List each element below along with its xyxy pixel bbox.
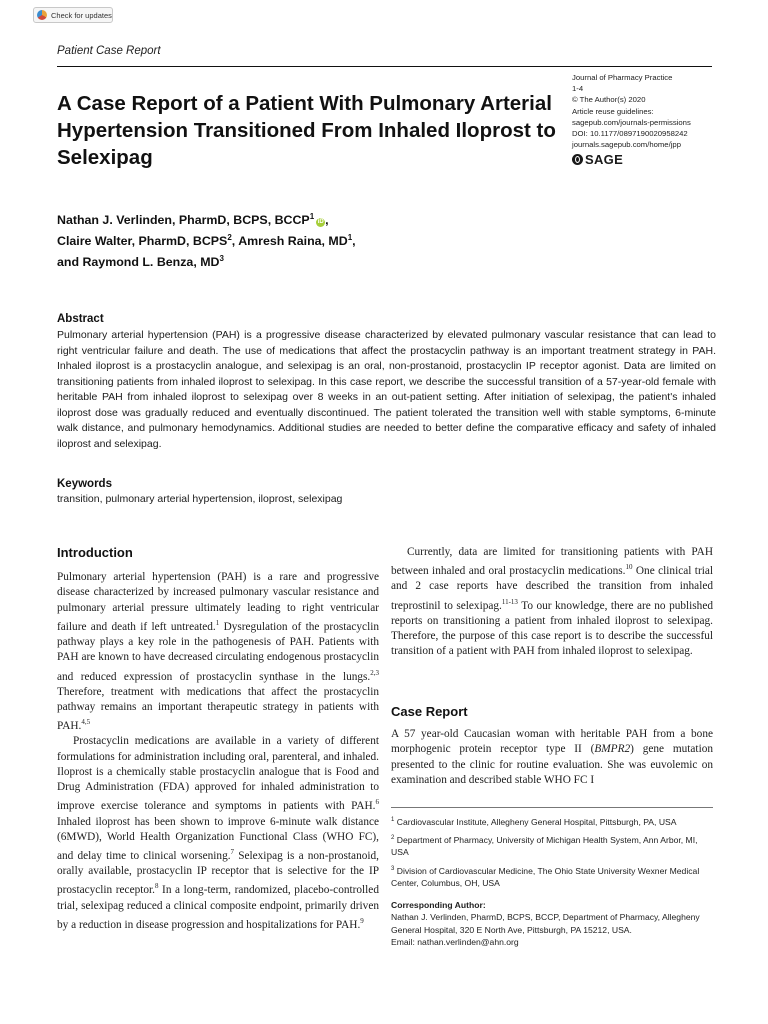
header-rule <box>57 66 712 67</box>
intro-paragraph-3: Currently, data are limited for transitioning patients with PAH between inhaled and oral prostacyclin medications.$^{10}$ One clinical trial and 2 case reports have described the transition from inhaled treprostinil to selexipag.$^{11-13}$ To our knowledge, there are no published reports on transitioning a patient from inhaled iloprost to selexipag. Therefore, the purpose of this case report is to describe the successful transition of a patient with PAH from inhaled iloprost to selexipag. <box>391 546 713 658</box>
permissions-link[interactable]: sagepub.com/journals-permissions <box>572 117 691 127</box>
gene-name: BMPR2 <box>594 743 631 756</box>
publisher-name: SAGE <box>585 152 624 167</box>
author-line-3 <box>57 250 557 271</box>
corresponding-author-text: Nathan J. Verlinden, PharmD, BCPS, BCCP, Department of Pharmacy, Allegheny General Hospital, 320 E North Ave, Pittsburgh, PA 15212, USA. <box>391 912 700 935</box>
keywords-text: transition, pulmonary arterial hypertension, iloprost, selexipag <box>57 493 343 505</box>
author-3: Amresh Raina, MD <box>238 234 348 249</box>
author-1-affil: 1 <box>309 212 315 221</box>
journal-home-link[interactable]: journals.sagepub.com/home/jpp <box>572 140 681 150</box>
author-2: Claire Walter, PharmD, BCPS <box>57 234 228 249</box>
corresponding-author-email[interactable]: Email: nathan.verlinden@ahn.org <box>391 936 519 947</box>
affiliation-2: $^2$ Department of Pharmacy, University of Michigan Health System, Ann Arbor, MI, USA <box>391 835 698 858</box>
author-2-affil: 2 <box>227 233 232 243</box>
corresponding-author-heading: Corresponding Author: <box>391 900 486 911</box>
reuse-label: Article reuse guidelines: <box>572 106 654 116</box>
journal-name: Journal of Pharmacy Practice <box>572 73 673 82</box>
left-column <box>57 545 379 933</box>
author-list <box>57 208 557 271</box>
sage-logo-icon <box>572 154 583 165</box>
copyright: © The Author(s) 2020 <box>572 95 646 105</box>
orcid-icon[interactable]: iD <box>317 219 324 226</box>
check-for-updates-badge[interactable] <box>33 7 113 23</box>
right-column <box>391 545 713 660</box>
abstract-heading: Abstract <box>57 313 104 325</box>
page-range: 1-4 <box>572 84 584 94</box>
author-line-1: Nathan J. Verlinden, PharmD, BCPS, BCCP$^1$iD , <box>57 212 329 228</box>
footnotes <box>391 814 713 948</box>
badge-label: Check for updates <box>51 10 112 20</box>
author-3-affil: 1 <box>347 233 353 243</box>
intro-paragraph-1: Pulmonary arterial hypertension (PAH) is a rare and progressive disease characterized by increased pulmonary vascular resistance and pulmonary arterial pressure ultimately leading to right ventricular failure and death if left untreated.$^1$ Dysregulation of the prostacyclin pathway plays a key role in the pathogenesis of PAH. Patients with PAH are known to have decreased circulating endogenous prostacyclin and reduced expression of prostacyclin synthase in the lungs.$^{2,3}$ Therefore, treatment with medications that affect the prostacyclin pathway remains an important therapeutic strategy in patients with PAH.$^{4,5}$ <box>57 571 379 732</box>
affiliation-1: $^1$ Cardiovascular Institute, Allegheny General Hospital, Pittsburgh, PA, USA <box>391 816 677 827</box>
author-line-2: Claire Walter, PharmD, BCPS$^2$, Amresh Raina, $MD^1$, <box>57 233 356 249</box>
footnote-rule <box>391 807 713 808</box>
journal-info <box>572 72 742 150</box>
case-paragraph-1: A 57 year-old Caucasian woman with heritable PAH from a bone morphogenic protein receptor type II (BMPR2) gene mutation presented to the clinic for routine evaluation. She was euvolemic on examination and described stable WHO FC I <box>391 728 713 786</box>
author-1: Nathan J. Verlinden, PharmD, BCPS, BCCP <box>57 213 310 228</box>
affiliation-3: $^3$ Division of Cardiovascular Medicine, The Ohio State University Wexner Medical Center, Columbus, OH, USA <box>391 865 700 888</box>
section-label: Patient Case Report <box>57 45 161 57</box>
author-4: and Raymond L. Benza, MD <box>57 255 220 270</box>
introduction-heading: Introduction <box>57 545 133 560</box>
doi-link[interactable]: DOI: 10.1177/0897190020958242 <box>572 129 688 139</box>
article-title: A Case Report of a Patient With Pulmonary Arterial Hypertension Transitioned From Inhaled Iloprost to Selexipag <box>57 92 556 169</box>
abstract-text: Pulmonary arterial hypertension (PAH) is a progressive disease characterized by elevated pulmonary vascular resistance that can lead to right ventricular failure and death. The use of medications that affect the prostacyclin pathway is an important treatment strategy in PAH. Inhaled iloprost is a prostacyclin analogue, and selexipag is an oral, non-prostanoid, prostacyclin IP receptor agonist. Data are limited on transitioning patients from inhaled iloprost to selexipag. In this case report, we describe the successful transition of a 57-year-old female with heritable PAH from inhaled iloprost to selexipag over 8 weeks in an out-patient setting. After initiation of selexipag, the patient's inhaled iloprost dose was gradually reduced and eventually discontinued. The patient tolerated the transition well with stable symptoms, 6-minute walk distance, and pulmonary hemodynamics. Additional studies are needed to better define the comparative efficacy and safety of inhaled iloprost and selexipag. <box>57 329 716 450</box>
case-report-heading: Case Report <box>391 704 468 719</box>
sage-logo <box>572 152 623 167</box>
keywords-heading: Keywords <box>57 478 112 490</box>
author-4-affil: 3 <box>219 254 224 264</box>
intro-paragraph-2: Prostacyclin medications are available in a variety of different formulations for administration including oral, parenteral, and inhaled. Iloprost is a chemically stable prostacyclin analogue that is Food and Drug Administration (FDA) approved for inhaled administration to improve exercise tolerance and symptoms in patients with PAH.$^6$ Inhaled iloprost has been shown to improve 6-minute walk distance (6MWD), World Health Organization Functional Class (WHO FC), and delay time to clinical worsening.$^7$ Selexipag is a non-prostanoid, orally available, prostacyclin IP receptor that is selective for the IP prostacyclin receptor.$^8$ In a long-term, randomized, placebo-controlled trial, selexipag reduced a clinical composite endpoint, primarily driven by a reduction in disease progression and hospitalizations for PAH.$^9$ <box>57 735 379 931</box>
crossmark-icon <box>37 10 47 20</box>
